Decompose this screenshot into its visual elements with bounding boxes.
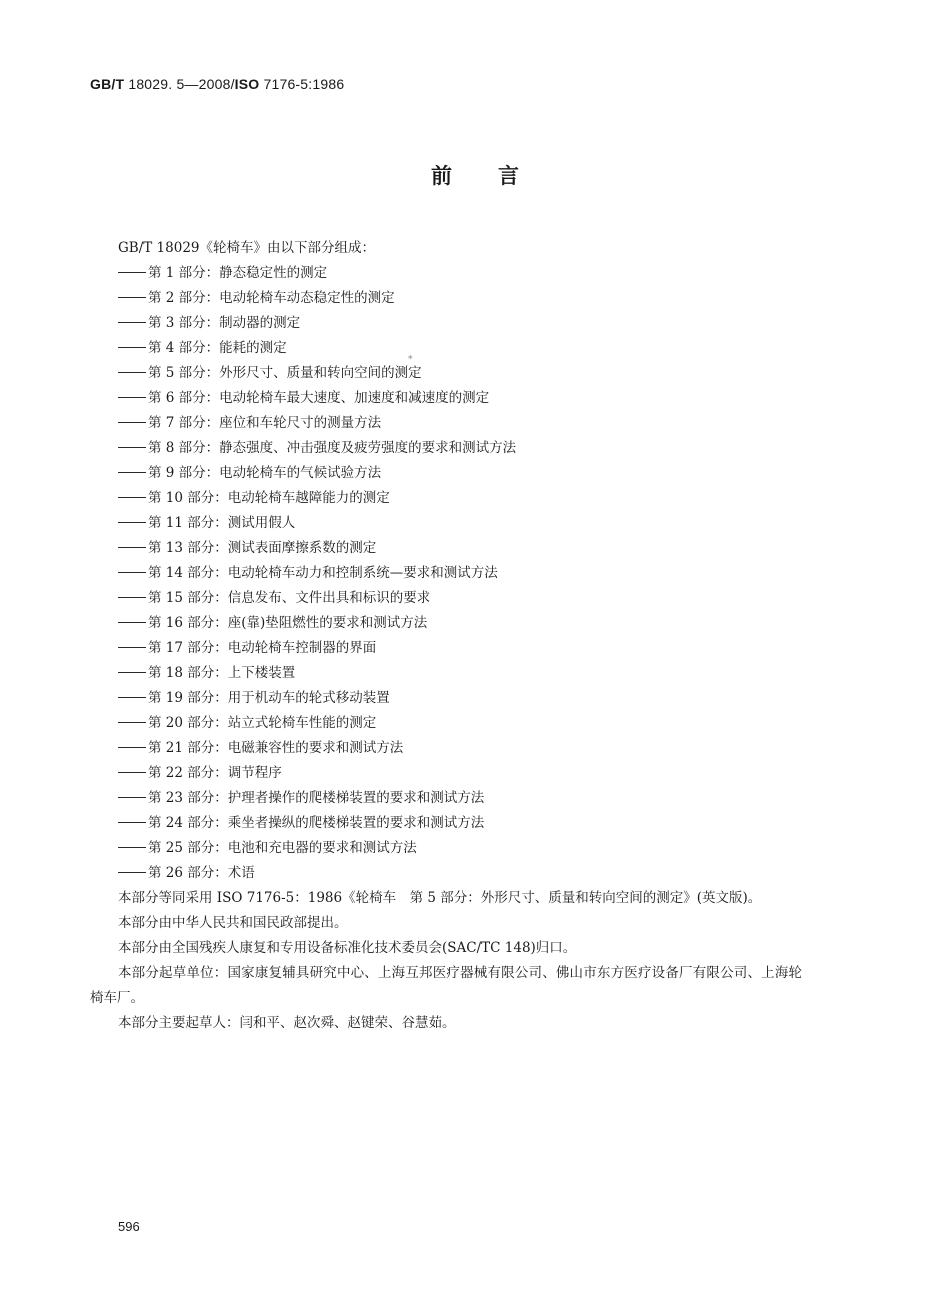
part-list-item [118, 836, 830, 861]
part-list-item [118, 811, 830, 836]
part-list-item [118, 261, 830, 286]
em-dash-marker [118, 697, 146, 698]
part-label: 第 3 部分：制动器的测定 [148, 315, 301, 331]
part-list-item [118, 361, 830, 386]
part-label: 第 9 部分：电动轮椅车的气候试验方法 [148, 465, 382, 481]
part-label: 第 11 部分：测试用假人 [148, 515, 296, 531]
part-list-item [118, 486, 830, 511]
part-list-item [118, 561, 830, 586]
part-label: 第 4 部分：能耗的测定 [148, 340, 287, 356]
part-list-item [118, 711, 830, 736]
document-code-header [90, 76, 344, 92]
em-dash-marker [118, 797, 146, 798]
part-label: 第 17 部分：电动轮椅车控制器的界面 [148, 640, 377, 656]
em-dash-marker [118, 647, 146, 648]
em-dash-marker [118, 872, 146, 873]
em-dash-marker [118, 397, 146, 398]
foreword-paragraph: 本部分由中华人民共和国民政部提出。 [118, 915, 348, 931]
part-list-item [118, 786, 830, 811]
em-dash-marker [118, 572, 146, 573]
foreword-paragraph: 本部分等同采用 ISO 7176-5：1986《轮椅车 第 5 部分：外形尺寸、质量和转向空间的测定》(英文版)。 [118, 890, 762, 906]
part-label: 第 20 部分：站立式轮椅车性能的测定 [148, 715, 377, 731]
em-dash-marker [118, 322, 146, 323]
part-label: 第 5 部分：外形尺寸、质量和转向空间的测定 [148, 365, 422, 381]
part-label: 第 26 部分：术语 [148, 865, 255, 881]
part-list-item [118, 386, 830, 411]
scan-mark: * [408, 355, 413, 365]
standard-prefix: GB/T [90, 76, 125, 92]
em-dash-marker [118, 422, 146, 423]
part-list-item [118, 611, 830, 636]
foreword-paragraph: 本部分由全国残疾人康复和专用设备标准化技术委员会(SAC/TC 148)归口。 [118, 940, 577, 956]
part-label: 第 15 部分：信息发布、文件出具和标识的要求 [148, 590, 431, 606]
em-dash-marker [118, 672, 146, 673]
em-dash-marker [118, 722, 146, 723]
part-label: 第 18 部分：上下楼装置 [148, 665, 296, 681]
page-number: 596 [118, 1219, 140, 1234]
part-label: 第 6 部分：电动轮椅车最大速度、加速度和减速度的测定 [148, 390, 490, 406]
em-dash-marker [118, 272, 146, 273]
part-list-item [118, 461, 830, 486]
part-label: 第 24 部分：乘坐者操纵的爬楼梯装置的要求和测试方法 [148, 815, 485, 831]
part-list-item [118, 511, 830, 536]
iso-prefix: ISO [234, 76, 260, 92]
part-label: 第 22 部分：调节程序 [148, 765, 282, 781]
part-label: 第 25 部分：电池和充电器的要求和测试方法 [148, 840, 417, 856]
em-dash-marker [118, 772, 146, 773]
part-label: 第 23 部分：护理者操作的爬楼梯装置的要求和测试方法 [148, 790, 485, 806]
em-dash-marker [118, 522, 146, 523]
part-list-item [118, 761, 830, 786]
part-label: 第 16 部分：座(靠)垫阻燃性的要求和测试方法 [148, 615, 428, 631]
em-dash-marker [118, 547, 146, 548]
foreword-paragraph: 本部分主要起草人：闫和平、赵次舜、赵键荣、谷慧茹。 [118, 1015, 456, 1031]
paragraph-list [90, 886, 830, 1036]
em-dash-marker [118, 597, 146, 598]
part-list-item [118, 286, 830, 311]
foreword-paragraph: 本部分起草单位：国家康复辅具研究中心、上海互邦医疗器械有限公司、佛山市东方医疗设备厂有限公司、上海轮椅车厂。 [90, 965, 802, 1006]
em-dash-marker [118, 747, 146, 748]
page-title: 前言 [431, 164, 565, 188]
em-dash-marker [118, 372, 146, 373]
part-label: 第 10 部分：电动轮椅车越障能力的测定 [148, 490, 390, 506]
em-dash-marker [118, 622, 146, 623]
em-dash-marker [118, 472, 146, 473]
part-list-item [118, 586, 830, 611]
part-list-item [118, 636, 830, 661]
em-dash-marker [118, 847, 146, 848]
em-dash-marker [118, 297, 146, 298]
part-label: 第 19 部分：用于机动车的轮式移动装置 [148, 690, 390, 706]
intro-line: GB/T 18029《轮椅车》由以下部分组成： [118, 240, 375, 256]
foreword-body [90, 236, 830, 1036]
em-dash-marker [118, 822, 146, 823]
part-list-item [118, 536, 830, 561]
part-list-item [118, 311, 830, 336]
part-label: 第 2 部分：电动轮椅车动态稳定性的测定 [148, 290, 395, 306]
part-label: 第 14 部分：电动轮椅车动力和控制系统—要求和测试方法 [148, 565, 498, 581]
em-dash-marker [118, 347, 146, 348]
part-label: 第 13 部分：测试表面摩擦系数的测定 [148, 540, 377, 556]
part-list-item [118, 436, 830, 461]
em-dash-marker [118, 447, 146, 448]
part-label: 第 1 部分：静态稳定性的测定 [148, 265, 328, 281]
part-label: 第 7 部分：座位和车轮尺寸的测量方法 [148, 415, 382, 431]
em-dash-marker [118, 497, 146, 498]
iso-number: 7176-5:1986 [259, 76, 345, 92]
part-list-item [118, 861, 830, 886]
part-label: 第 8 部分：静态强度、冲击强度及疲劳强度的要求和测试方法 [148, 440, 517, 456]
standard-number: 18029. 5—2008/ [124, 76, 235, 92]
parts-list [118, 261, 830, 886]
part-list-item [118, 411, 830, 436]
part-list-item [118, 661, 830, 686]
part-list-item [118, 336, 830, 361]
part-label: 第 21 部分：电磁兼容性的要求和测试方法 [148, 740, 404, 756]
part-list-item [118, 736, 830, 761]
part-list-item [118, 686, 830, 711]
